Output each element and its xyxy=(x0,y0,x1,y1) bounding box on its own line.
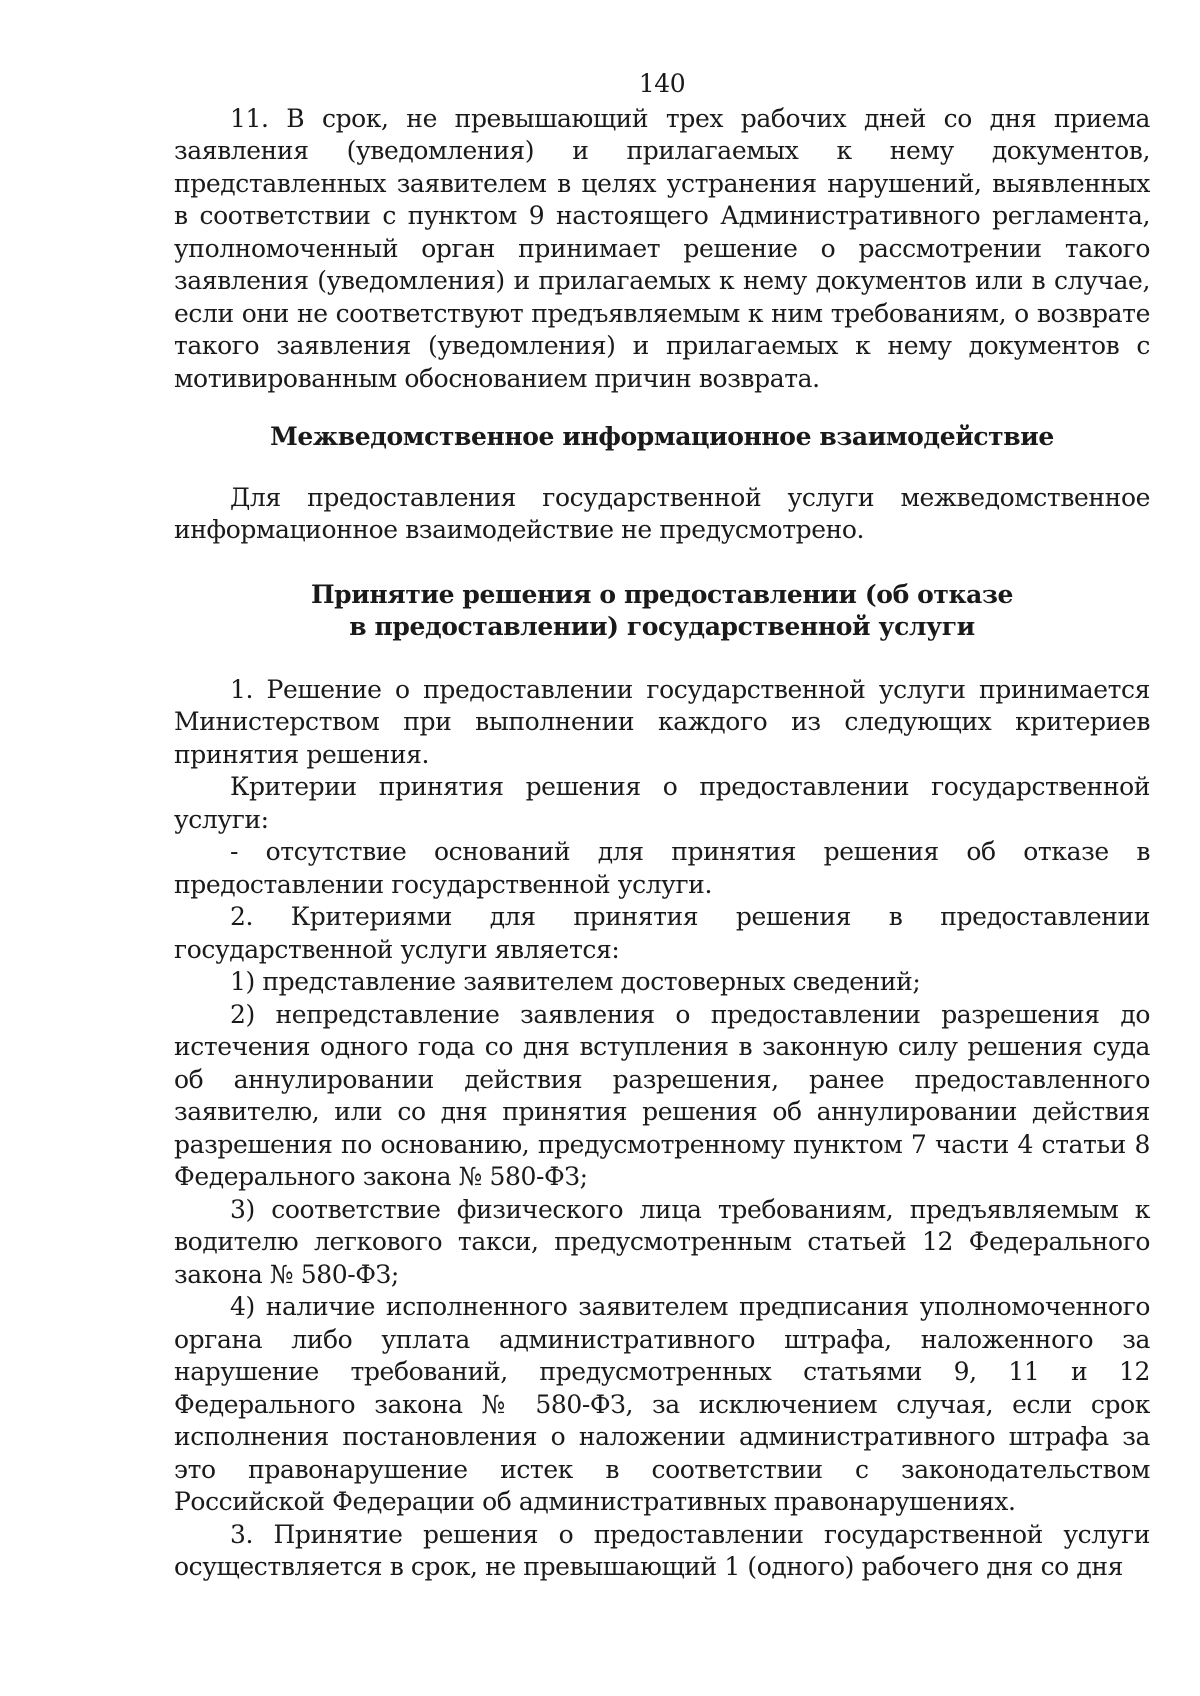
heading-decision xyxy=(174,579,1150,644)
heading-interagency-interaction: Межведомственное информационное взаимодействие xyxy=(270,422,1054,451)
paragraph-11: 11. В срок, не превышающий трех рабочих дней со дня приема заявления (уведомления) и прилагаемых к нему документов, представленных заявителем в целях устранения нарушений, выявленных в соответствии с пунктом 9 настоящего Административного регламента, уполномоченный орган принимает решение о рассмотрении такого заявления (уведомления) и прилагаемых к нему документов или в случае, если они не соответствуют предъявляемым к ним требованиям, о возврате такого заявления (уведомления) и прилагаемых к нему документов с мотивированным обоснованием причин возврата. xyxy=(174,103,1150,393)
document-page xyxy=(174,68,1150,1584)
paragraph-interagency: Для предоставления государственной услуги межведомственное информационное взаимодействие не предусмотрено. xyxy=(174,482,1150,544)
paragraph-decision-2: 2. Критериями для принятия решения в предоставлении государственной услуги является: xyxy=(174,902,1150,964)
list-item-2: 2) непредставление заявления о предоставлении разрешения до истечения одного года со дня вступления в законную силу решения суда об аннулировании действия разрешения, ранее предоставленного заявителю, или со дня принятия решения об аннулировании действия разрешения по основанию, предусмотренному пунктом 7 части 4 статьи 8 Федерального закона № 580-ФЗ; xyxy=(174,999,1150,1191)
paragraph-decision-3: 3. Принятие решения о предоставлении государственной услуги осуществляется в срок, не превышающий 1 (одного) рабочего дня со дня xyxy=(174,1519,1150,1581)
heading-decision-line-2: в предоставлении) государственной услуги xyxy=(349,612,975,641)
list-item-1: 1) представление заявителем достоверных сведений; xyxy=(230,967,921,996)
list-item-4: 4) наличие исполненного заявителем предписания уполномоченного органа либо уплата административного штрафа, наложенного за нарушение требований, предусмотренных статьями 9, 11 и 12 Федерального закона № 580-ФЗ, за исключением случая, если срок исполнения постановления о наложении административного штрафа за это правонарушение истек в соответствии с законодательством Российской Федерации об административных правонарушениях. xyxy=(174,1292,1150,1516)
heading-decision-line-1: Принятие решения о предоставлении (об отказе xyxy=(310,579,1014,609)
paragraph-decision-1: 1. Решение о предоставлении государственной услуги принимается Министерством при выполнении каждого из следующих критериев принятия решения. xyxy=(174,674,1150,769)
paragraph-criteria-intro: Критерии принятия решения о предоставлении государственной услуги: xyxy=(174,772,1150,834)
page-number: 140 xyxy=(638,69,686,98)
list-item-3: 3) соответствие физического лица требованиям, предъявляемым к водителю легкового такси, предусмотренным статьей 12 Федерального закона № 580-ФЗ; xyxy=(174,1194,1150,1289)
paragraph-criteria-item: - отсутствие оснований для принятия решения об отказе в предоставлении государственной услуги. xyxy=(174,837,1150,899)
